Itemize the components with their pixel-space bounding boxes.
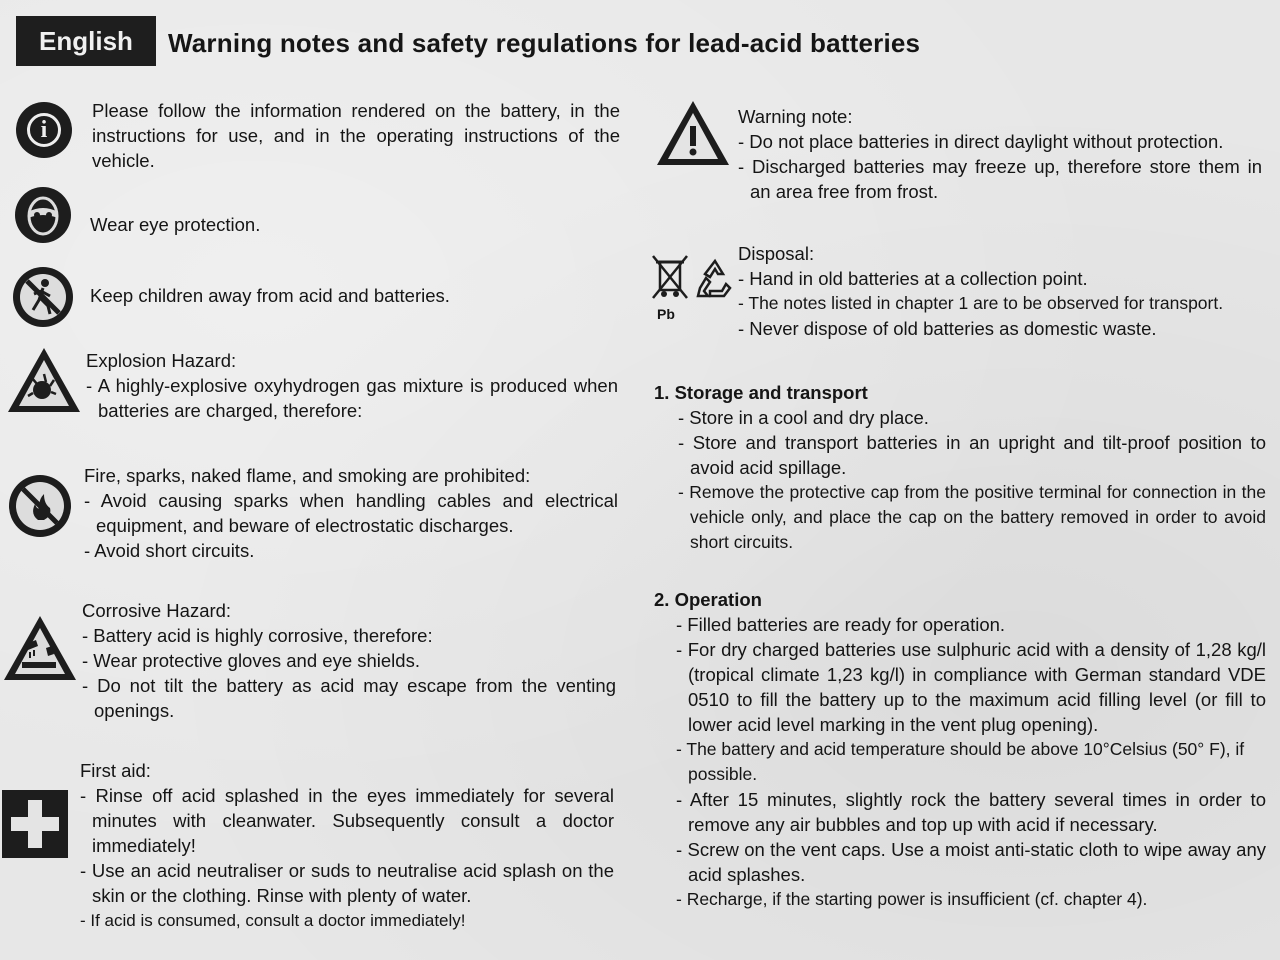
explosion-note	[86, 348, 618, 423]
info-text: Please follow the information rendered on the battery, in the instructions for use, and in the operating instructions of the vehicle.	[92, 100, 620, 171]
disposal-heading: Disposal:	[738, 243, 815, 264]
fire-item-1: - Avoid causing sparks when handling cables and electrical equipment, and beware of electrostatic discharges.	[84, 490, 618, 536]
fire-item-2: - Avoid short circuits.	[84, 540, 255, 561]
info-note	[92, 98, 620, 173]
fire-note	[84, 463, 618, 563]
corrosive-item-1: - Battery acid is highly corrosive, therefore:	[82, 625, 433, 646]
explosion-heading: Explosion Hazard:	[86, 350, 237, 371]
first-aid-icon	[2, 790, 68, 858]
language-badge: English	[16, 16, 156, 66]
recycling-icon	[692, 256, 738, 302]
page-title: Warning notes and safety regulations for lead-acid batteries	[168, 28, 921, 58]
crossed-bin-icon	[650, 252, 690, 308]
warning-item-1: - Do not place batteries in direct daylight without protection.	[738, 131, 1224, 152]
pb-label: Pb	[657, 306, 675, 322]
warning-triangle-icon	[654, 98, 732, 168]
fire-heading: Fire, sparks, naked flame, and smoking are prohibited:	[84, 465, 531, 486]
disposal-item-2: - The notes listed in chapter 1 are to be observed for transport.	[738, 293, 1224, 313]
operation-heading: 2. Operation	[654, 589, 762, 610]
first-aid-note	[80, 758, 614, 933]
disposal-note	[738, 241, 1266, 341]
warning-heading: Warning note:	[738, 106, 853, 127]
corrosive-note	[82, 598, 616, 723]
info-glyph: i	[27, 113, 61, 147]
corrosive-item-2: - Wear protective gloves and eye shields.	[82, 650, 420, 671]
storage-item-3: - Remove the protective cap from the positive terminal for connection in the vehicle only, and place the cap on the battery removed in order to avoid short circuits.	[678, 482, 1266, 552]
corrosive-hazard-icon	[2, 614, 78, 682]
keep-children-away-icon	[12, 266, 74, 328]
first-aid-heading: First aid:	[80, 760, 151, 781]
explosion-hazard-icon	[6, 346, 82, 414]
operation-item-1: - Filled batteries are ready for operation.	[676, 614, 1006, 635]
corrosive-heading: Corrosive Hazard:	[82, 600, 232, 621]
disposal-item-1: - Hand in old batteries at a collection point.	[738, 268, 1088, 289]
first-aid-item-3: - If acid is consumed, consult a doctor immediately!	[80, 911, 466, 930]
eye-protection-icon	[14, 186, 72, 244]
operation-item-3: - The battery and acid temperature should be above 10°Celsius (50° F), if possible.	[676, 739, 1245, 784]
no-fire-icon	[8, 474, 72, 538]
eye-note	[90, 212, 610, 237]
storage-heading: 1. Storage and transport	[654, 382, 868, 403]
storage-item-2: - Store and transport batteries in an upright and tilt-proof position to avoid acid spillage.	[678, 432, 1266, 478]
operation-section	[654, 587, 1266, 912]
info-icon	[16, 102, 72, 158]
warning-note	[738, 104, 1262, 204]
first-aid-item-1: - Rinse off acid splashed in the eyes immediately for several minutes with cleanwater. Subsequently consult a doctor immediately!	[80, 785, 614, 856]
children-text: Keep children away from acid and batteries.	[90, 285, 450, 306]
eye-text: Wear eye protection.	[90, 214, 261, 235]
operation-item-2: - For dry charged batteries use sulphuric acid with a density of 1,28 kg/l (tropical climate 1,23 kg/l) in compliance with German standard VDE 0510 to fill the battery up to the maximum acid filling level (or fill to lower acid level marking in the vent plug opening).	[676, 639, 1266, 735]
disposal-item-3: - Never dispose of old batteries as domestic waste.	[738, 318, 1157, 339]
children-note	[90, 283, 610, 308]
corrosive-item-3: - Do not tilt the battery as acid may escape from the venting openings.	[82, 675, 616, 721]
explosion-item-1: - A highly-explosive oxyhydrogen gas mixture is produced when batteries are charged, therefore:	[86, 375, 618, 421]
operation-item-6: - Recharge, if the starting power is insufficient (cf. chapter 4).	[676, 889, 1148, 909]
storage-section	[654, 380, 1266, 555]
first-aid-item-2: - Use an acid neutraliser or suds to neutralise acid splash on the skin or the clothing. Rinse with plenty of water.	[80, 860, 614, 906]
warning-item-2: - Discharged batteries may freeze up, therefore store them in an area free from frost.	[738, 156, 1262, 202]
operation-item-4: - After 15 minutes, slightly rock the battery several times in order to remove any air bubbles and top up with acid if necessary.	[676, 789, 1266, 835]
operation-item-5: - Screw on the vent caps. Use a moist anti-static cloth to wipe away any acid splashes.	[676, 839, 1266, 885]
storage-item-1: - Store in a cool and dry place.	[678, 407, 929, 428]
